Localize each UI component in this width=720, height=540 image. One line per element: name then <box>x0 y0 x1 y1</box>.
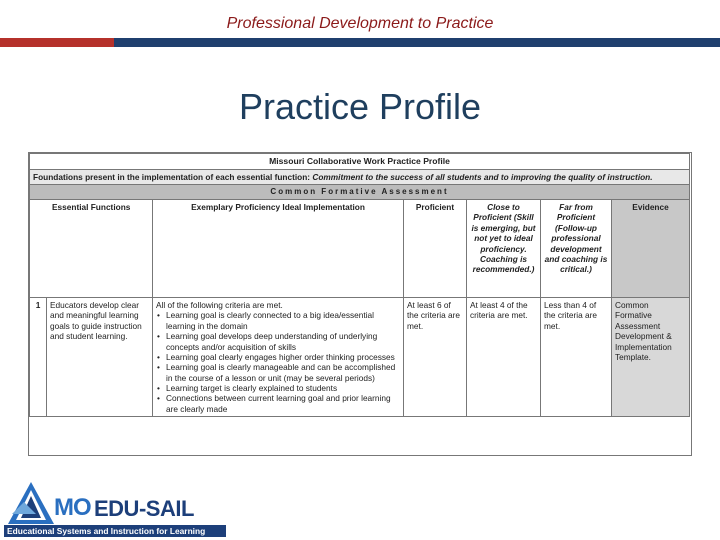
foundations-commitment: Commitment to the success of all students and to improving the quality of instruction. <box>312 171 653 182</box>
column-header-row <box>30 200 690 298</box>
col-header-evidence: Evidence <box>612 200 690 298</box>
evidence-cell: Common Formative Assessment Development & Implementation Template. <box>612 298 690 417</box>
section-band: Common Formative Assessment <box>30 185 690 200</box>
col-header-essential-functions: Essential Functions <box>30 200 153 298</box>
mo-edu-sail-logo <box>4 476 226 538</box>
header-accent-bar-red <box>0 38 114 47</box>
list-item: • Learning goal is clearly connected to a big idea/essential learning in the domain <box>156 310 400 331</box>
foundations-row <box>30 169 690 184</box>
col-header-proficient: Proficient <box>404 200 467 298</box>
criteria-list <box>156 310 400 414</box>
profile-title-row <box>30 154 690 170</box>
criteria-intro: All of the following criteria are met. <box>156 300 283 311</box>
col-header-close-to-proficient: Close to Proficient (Skill is emerging, but not yet to ideal proficiency. Coaching is recommended.) <box>467 200 541 298</box>
list-item: • Learning goal develops deep understanding of underlying concepts and/or acquisition of skills <box>156 331 400 352</box>
col-header-exemplary: Exemplary Proficiency Ideal Implementation <box>153 200 404 298</box>
list-item: • Learning goal clearly engages higher order thinking processes <box>156 352 400 362</box>
close-to-proficient-cell: At least 4 of the criteria are met. <box>467 298 541 417</box>
row-number: 1 <box>30 298 47 417</box>
practice-profile-table <box>29 153 690 417</box>
col-header-far-from-proficient: Far from Proficient (Follow-up professional development and coaching is critical.) <box>541 200 612 298</box>
logo-mo-text: MO <box>54 494 91 521</box>
mountain-sail-icon <box>6 480 56 526</box>
header-title: Professional Development to Practice <box>226 15 494 32</box>
logo-tagline: Educational Systems and Instruction for Learning <box>4 525 226 537</box>
slide-title: Practice Profile <box>238 86 482 127</box>
essential-function-text: Educators develop clear and meaningful learning goals to guide instruction and student learning. <box>47 298 153 417</box>
section-band-row <box>30 185 690 200</box>
far-from-proficient-cell: Less than 4 of the criteria are met. <box>541 298 612 417</box>
foundations-label: Foundations present in the implementation of each essential function: <box>33 171 313 182</box>
practice-profile-document <box>28 152 692 456</box>
proficient-cell: At least 6 of the criteria are met. <box>404 298 467 417</box>
list-item: • Learning goal is clearly manageable and can be accomplished in the course of a lesson or unit (may be several periods) <box>156 362 400 383</box>
profile-title: Missouri Collaborative Work Practice Profile <box>30 154 690 170</box>
table-row <box>30 298 690 417</box>
foundations-cell <box>30 169 690 184</box>
list-item: • Connections between current learning goal and prior learning are clearly made <box>156 393 400 414</box>
exemplary-criteria-cell <box>153 298 404 417</box>
header-accent-bar-blue <box>114 38 720 47</box>
list-item: • Learning target is clearly explained to students <box>156 383 400 393</box>
logo-edu-sail-text: EDU-SAIL <box>94 496 194 521</box>
